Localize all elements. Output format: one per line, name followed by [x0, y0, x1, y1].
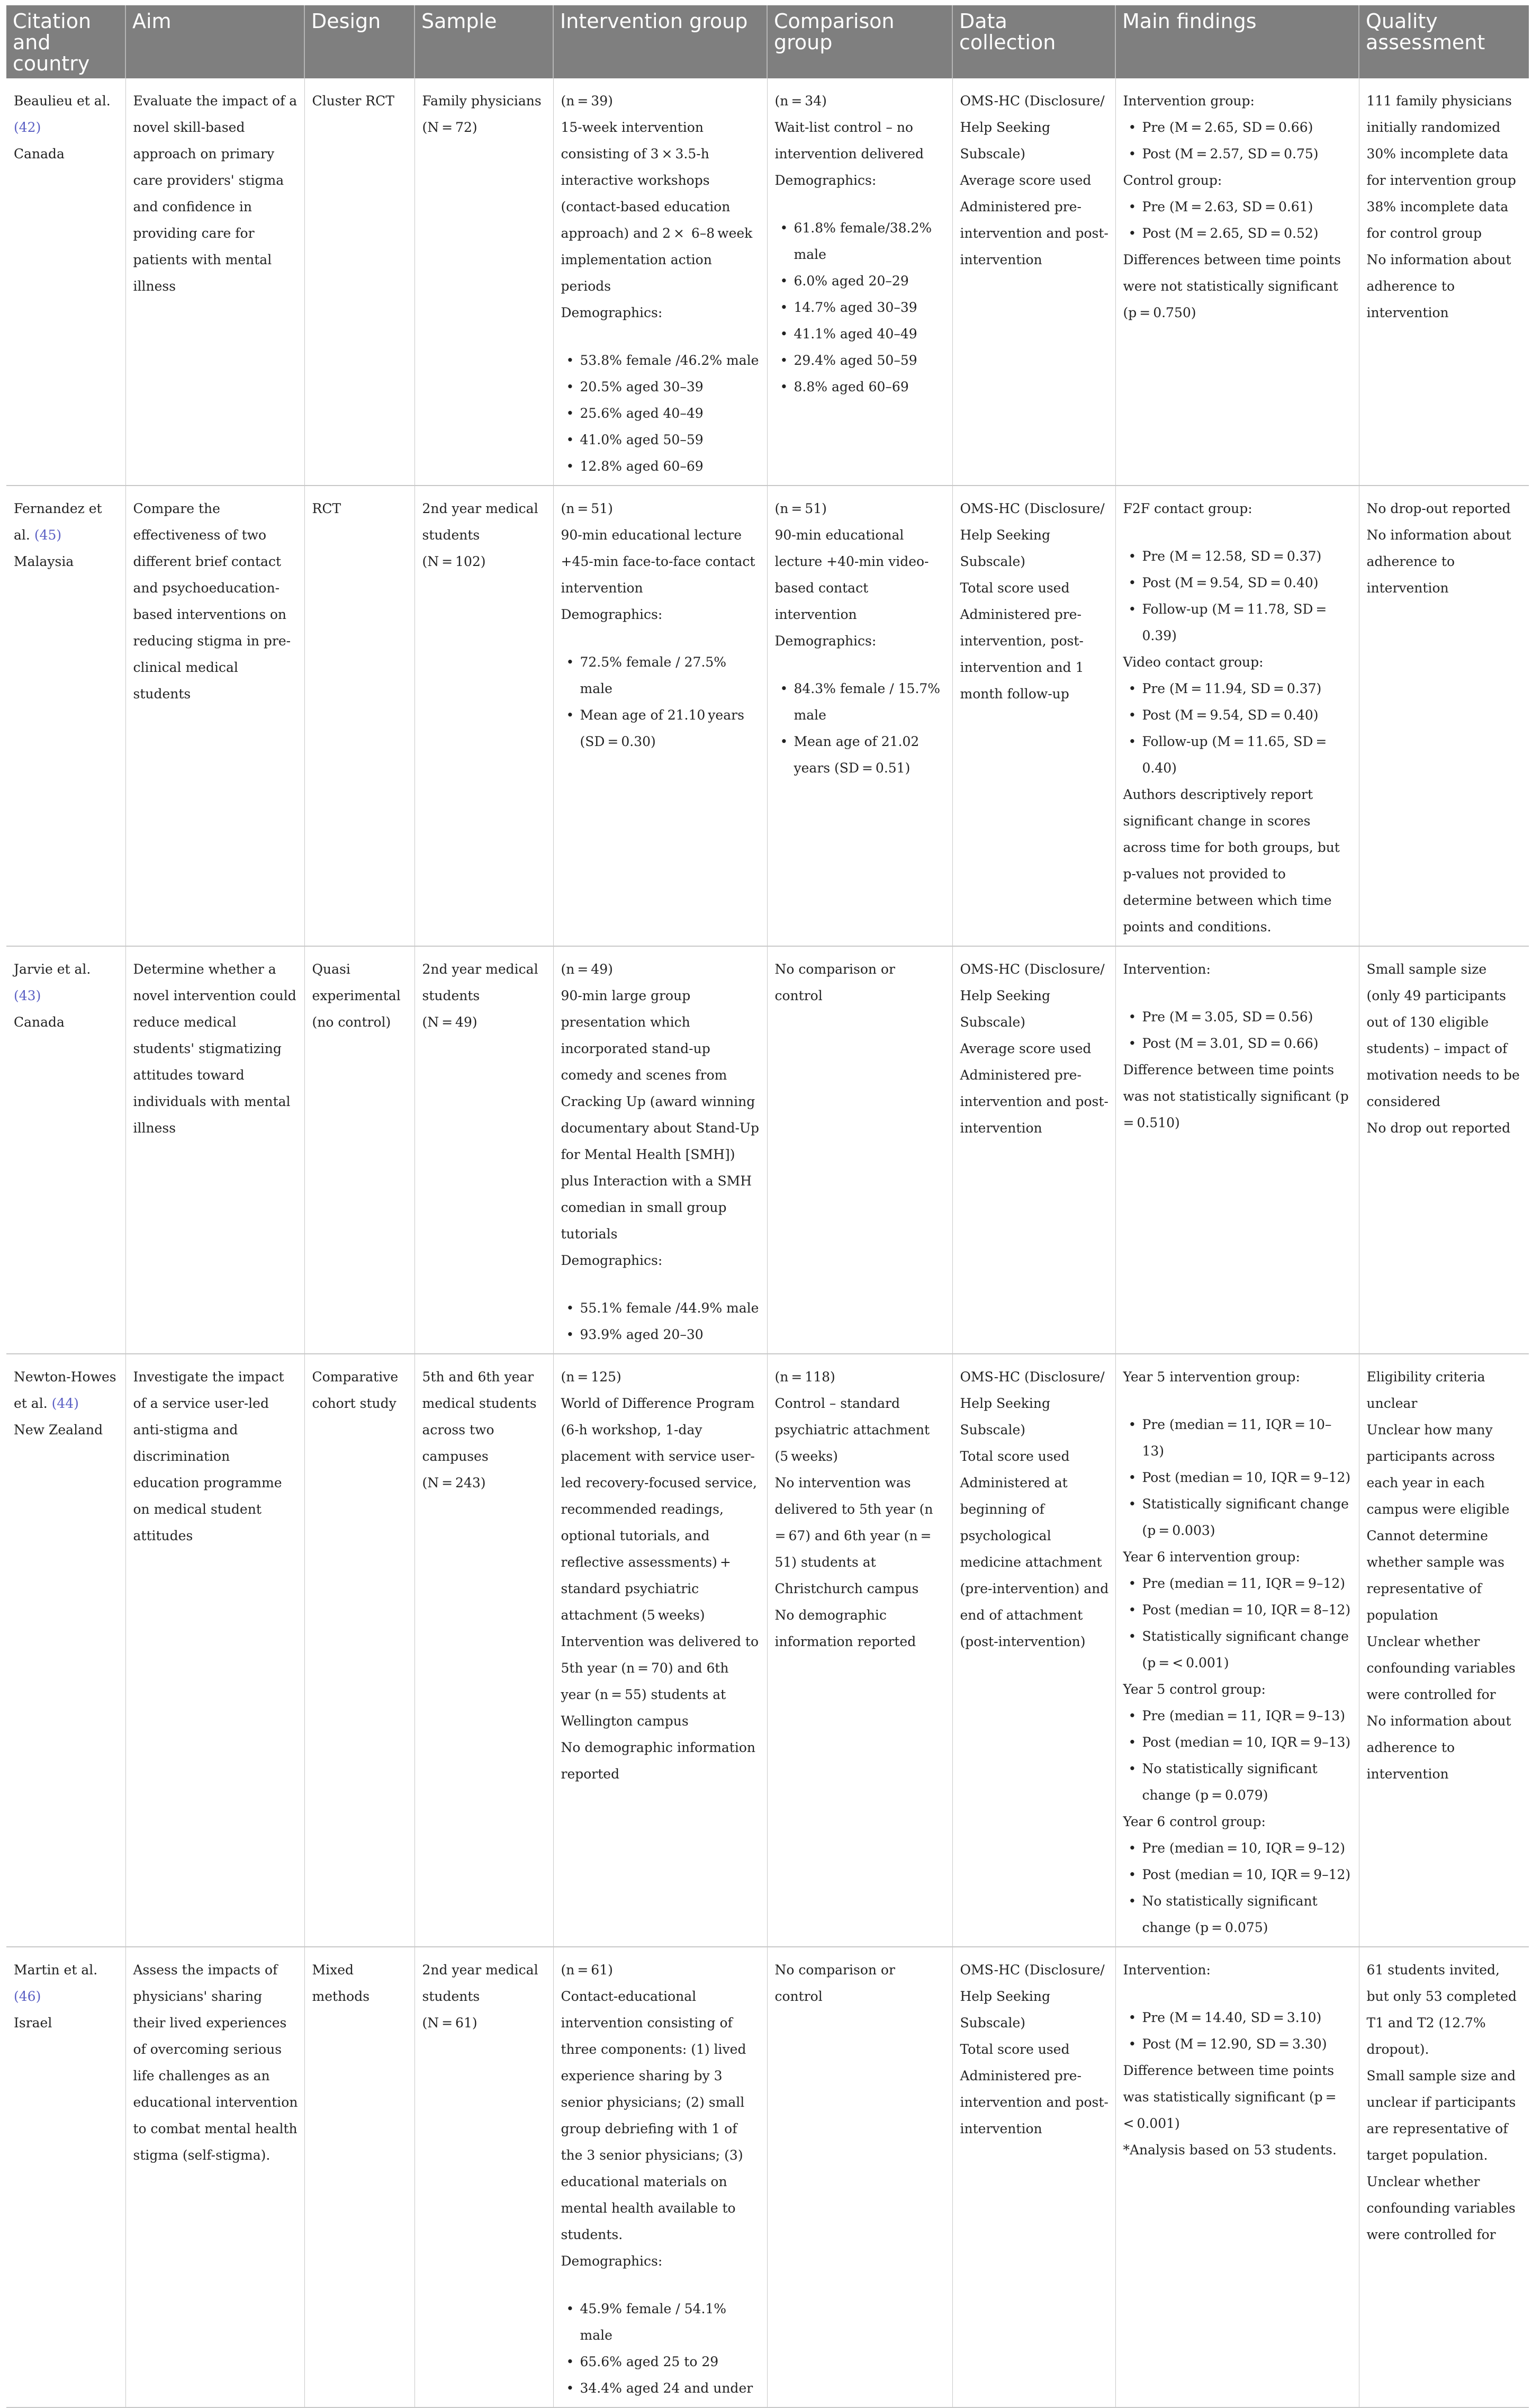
- studies-table: [6, 5, 1529, 2408]
- cell-intervention: [553, 78, 767, 486]
- finding-line: *Analysis based on 53 students.: [1123, 2142, 1337, 2158]
- sample-line: (N = 49): [422, 1014, 477, 1030]
- cell-aim: [125, 1947, 304, 2407]
- cell-aim: [125, 1354, 304, 1947]
- cell-main-findings: [1115, 78, 1359, 486]
- quality-line: Unclear whether confounding variables were controlled for: [1366, 2174, 1516, 2242]
- finding-line: Year 6 intervention group:: [1123, 1549, 1300, 1565]
- citation-country: New Zealand: [14, 1422, 103, 1437]
- quality-line: Unclear how many participants across each year in each campus were eligible: [1366, 1422, 1510, 1517]
- cell-design: [304, 1947, 414, 2407]
- cell-intervention: [553, 486, 767, 946]
- intervention-bullet: • 12.8% aged 60–69: [561, 453, 761, 480]
- intervention-line: Intervention was delivered to 5th year (n = 70) and 6th year (n = 55) students at Wellington campus: [561, 1634, 759, 1729]
- sample-line: (N = 61): [422, 2015, 477, 2030]
- cell-comparison: [767, 946, 952, 1354]
- intervention-bullet: • 45.9% female / 54.1% male: [561, 2296, 761, 2349]
- citation-author: Martin et al.: [14, 1962, 98, 1978]
- comparison-bullet: • 6.0% aged 20–29: [775, 268, 946, 294]
- intervention-line: (n = 125): [561, 1369, 621, 1385]
- quality-line: 111 family physicians initially randomized: [1366, 93, 1512, 135]
- comparison-line: 90-min educational lecture +40-min video-based contact intervention: [774, 527, 929, 622]
- header-data-collection: Data collection: [952, 5, 1115, 78]
- comparison-line: Demographics:: [774, 633, 877, 649]
- citation-country: Malaysia: [14, 554, 74, 569]
- cell-comparison: [767, 486, 952, 946]
- citation-author: Newton-Howes et al.: [14, 1369, 116, 1411]
- finding-bullet: • Post (median = 10, IQR = 9–13): [1123, 1729, 1353, 1756]
- cell-citation: [6, 486, 125, 946]
- table-row: [6, 486, 1529, 946]
- sample-line: (N = 102): [422, 554, 486, 569]
- sample-line: 2nd year medical students: [422, 962, 538, 1003]
- cell-quality: [1359, 486, 1529, 946]
- finding-line: Intervention:: [1123, 962, 1211, 977]
- table-body: [6, 78, 1529, 2407]
- finding-bullet: • Pre (M = 14.40, SD = 3.10): [1123, 2005, 1353, 2031]
- cell-design: [304, 946, 414, 1354]
- cell-design: [304, 78, 414, 486]
- data-collection-line: Administered pre-intervention, post-intervention and 1 month follow-up: [960, 607, 1087, 702]
- finding-line: Video contact group:: [1123, 654, 1264, 670]
- comparison-bullet: • 29.4% aged 50–59: [775, 347, 946, 374]
- intervention-line: No demographic information reported: [561, 1740, 755, 1782]
- citation-author: Jarvie et al.: [14, 962, 91, 977]
- finding-bullet: • Pre (M = 2.63, SD = 0.61): [1123, 194, 1353, 220]
- finding-line: Intervention:: [1123, 1962, 1211, 1978]
- sample-line: 5th and 6th year medical students across two campuses: [422, 1369, 537, 1464]
- finding-line: Year 5 control group:: [1123, 1682, 1266, 1697]
- aim-text: Determine whether a novel intervention could reduce medical students' stigmatizing attitudes toward individuals with mental illness: [133, 962, 296, 1136]
- data-collection-line: Administered pre-intervention and post-intervention: [960, 2068, 1109, 2136]
- citation-author: Beaulieu et al.: [14, 93, 111, 109]
- finding-line: Year 5 intervention group:: [1123, 1369, 1300, 1385]
- design-text: RCT: [312, 501, 341, 516]
- intervention-bullet: • 25.6% aged 40–49: [561, 400, 761, 427]
- data-collection-line: OMS-HC (Disclosure/ Help Seeking Subscale): [960, 1369, 1105, 1437]
- header-design: Design: [304, 5, 414, 78]
- cell-comparison: [767, 1947, 952, 2407]
- cell-citation: [6, 1947, 125, 2407]
- quality-line: Unclear whether confounding variables were controlled for: [1366, 1634, 1516, 1702]
- spacer: [561, 326, 761, 347]
- quality-line: No information about adherence to intervention: [1366, 527, 1511, 596]
- finding-bullet: • Post (M = 9.54, SD = 0.40): [1123, 702, 1353, 729]
- quality-line: 61 students invited, but only 53 completed T1 and T2 (12.7% dropout).: [1366, 1962, 1517, 2057]
- cell-sample: [414, 486, 553, 946]
- intervention-line: Demographics:: [561, 1253, 663, 1268]
- finding-bullet: • Pre (median = 10, IQR = 9–12): [1123, 1835, 1353, 1862]
- citation-country: Canada: [14, 146, 65, 161]
- sample-line: Family physicians: [422, 93, 542, 109]
- comparison-line: No comparison or control: [774, 1962, 895, 2004]
- cell-data-collection: [952, 486, 1115, 946]
- finding-bullet: • Post (M = 2.57, SD = 0.75): [1123, 141, 1353, 167]
- data-collection-line: OMS-HC (Disclosure/ Help Seeking Subscale): [960, 501, 1105, 569]
- finding-bullet: • Pre (median = 11, IQR = 10–13): [1123, 1412, 1353, 1464]
- intervention-bullet: • 34.4% aged 24 and under: [561, 2375, 761, 2402]
- intervention-line: 90-min educational lecture +45-min face-to-face contact intervention: [561, 527, 755, 596]
- spacer: [561, 1274, 761, 1295]
- intervention-line: Demographics:: [561, 305, 663, 320]
- citation-reference-link[interactable]: (44): [51, 1396, 79, 1411]
- data-collection-line: Administered pre-intervention and post-intervention: [960, 199, 1109, 267]
- header-aim: Aim: [125, 5, 304, 78]
- cell-sample: [414, 78, 553, 486]
- finding-bullet: • Pre (M = 3.05, SD = 0.56): [1123, 1004, 1353, 1030]
- cell-sample: [414, 1354, 553, 1947]
- quality-line: No information about adherence to intervention: [1366, 1713, 1511, 1782]
- intervention-bullet: • 53.8% female /46.2% male: [561, 347, 761, 374]
- finding-bullet: • Pre (M = 11.94, SD = 0.37): [1123, 676, 1353, 702]
- spacer: [561, 2275, 761, 2296]
- comparison-bullet: • 84.3% female / 15.7% male: [775, 676, 946, 729]
- finding-bullet: • Post (median = 10, IQR = 9–12): [1123, 1464, 1353, 1491]
- intervention-line: 15-week intervention consisting of 3 × 3.5-h interactive workshops (contact-based education approach) and 2 × 6–8 week implementation action periods: [561, 120, 753, 294]
- intervention-bullet: • 65.6% aged 25 to 29: [561, 2349, 761, 2375]
- intervention-bullet: • 93.9% aged 20–30: [561, 1322, 761, 1348]
- intervention-bullet: • 55.1% female /44.9% male: [561, 1295, 761, 1322]
- intervention-line: Demographics:: [561, 607, 663, 622]
- spacer: [1123, 522, 1353, 543]
- finding-bullet: • Post (M = 3.01, SD = 0.66): [1123, 1030, 1353, 1057]
- intervention-line: (n = 49): [561, 962, 613, 977]
- finding-bullet: • Post (median = 10, IQR = 9–12): [1123, 1862, 1353, 1888]
- table-row: [6, 946, 1529, 1354]
- header-sample: Sample: [414, 5, 553, 78]
- intervention-bullet: • 41.0% aged 50–59: [561, 427, 761, 453]
- quality-line: Eligibility criteria unclear: [1366, 1369, 1485, 1411]
- spacer: [1123, 1390, 1353, 1412]
- quality-line: 38% incomplete data for control group: [1366, 199, 1509, 241]
- sample-line: 2nd year medical students: [422, 501, 538, 543]
- cell-aim: [125, 486, 304, 946]
- data-collection-line: Administered pre-intervention and post-intervention: [960, 1067, 1109, 1136]
- cell-main-findings: [1115, 1354, 1359, 1947]
- aim-text: Investigate the impact of a service user-led anti-stigma and discrimination education programme on medical student attitudes: [133, 1369, 284, 1543]
- intervention-line: (n = 51): [561, 501, 613, 516]
- finding-line: F2F contact group:: [1123, 501, 1252, 516]
- finding-bullet: • Post (M = 9.54, SD = 0.40): [1123, 570, 1353, 596]
- quality-line: No drop-out reported: [1366, 501, 1511, 516]
- finding-line: Difference between time points was statistically significant (p = < 0.001): [1123, 2063, 1339, 2131]
- finding-line: Year 6 control group:: [1123, 1814, 1266, 1829]
- table-row: [6, 1354, 1529, 1947]
- header-citation: Citation and country: [6, 5, 125, 78]
- finding-line: Authors descriptively report significant change in scores across time for both groups, but p-values not provided to determine between which time points and conditions.: [1123, 787, 1340, 935]
- comparison-line: (n = 118): [774, 1369, 835, 1385]
- design-text: Comparative cohort study: [312, 1369, 399, 1411]
- finding-line: Difference between time points was not statistically significant (p = 0.510): [1123, 1062, 1351, 1130]
- comparison-line: No demographic information reported: [774, 1607, 916, 1649]
- citation-country: Canada: [14, 1014, 65, 1030]
- finding-bullet: • Post (M = 12.90, SD = 3.30): [1123, 2031, 1353, 2057]
- header-main-findings: Main findings: [1115, 5, 1359, 78]
- cell-citation: [6, 1354, 125, 1947]
- finding-bullet: • Pre (median = 11, IQR = 9–12): [1123, 1570, 1353, 1597]
- citation-reference-link[interactable]: (46): [14, 1989, 41, 2004]
- comparison-bullet: • 61.8% female/38.2% male: [775, 215, 946, 268]
- finding-bullet: • Follow-up (M = 11.78, SD = 0.39): [1123, 596, 1353, 649]
- finding-bullet: • Pre (M = 12.58, SD = 0.37): [1123, 543, 1353, 570]
- finding-bullet: • Statistically significant change (p = 0.003): [1123, 1491, 1353, 1544]
- cell-citation: [6, 78, 125, 486]
- finding-bullet: • Post (median = 10, IQR = 8–12): [1123, 1597, 1353, 1623]
- finding-line: Control group:: [1123, 173, 1222, 188]
- cell-sample: [414, 1947, 553, 2407]
- finding-bullet: • No statistically significant change (p = 0.075): [1123, 1888, 1353, 1941]
- aim-text: Evaluate the impact of a novel skill-based approach on primary care providers' stigma and confidence in providing care for patients with mental illness: [133, 93, 298, 294]
- data-collection-line: OMS-HC (Disclosure/ Help Seeking Subscale): [960, 1962, 1105, 2030]
- comparison-line: No intervention was delivered to 5th year (n = 67) and 6th year (n = 51) students at Christchurch campus: [774, 1475, 936, 1596]
- finding-line: Differences between time points were not statistically significant (p = 0.750): [1123, 252, 1341, 320]
- cell-sample: [414, 946, 553, 1354]
- comparison-bullet: • Mean age of 21.02 years (SD = 0.51): [775, 729, 946, 781]
- cell-intervention: [553, 946, 767, 1354]
- data-collection-line: Total score used: [960, 2042, 1070, 2057]
- quality-line: Small sample size and unclear if participants are representative of target population.: [1366, 2068, 1516, 2163]
- quality-line: Cannot determine whether sample was representative of population: [1366, 1528, 1504, 1623]
- cell-data-collection: [952, 1354, 1115, 1947]
- intervention-line: (n = 61): [561, 1962, 613, 1978]
- finding-bullet: • Pre (M = 2.65, SD = 0.66): [1123, 114, 1353, 141]
- table-row: [6, 78, 1529, 486]
- design-text: Cluster RCT: [312, 93, 394, 109]
- quality-line: No information about adherence to intervention: [1366, 252, 1511, 320]
- header-comparison: Comparison group: [767, 5, 952, 78]
- sample-line: 2nd year medical students: [422, 1962, 538, 2004]
- cell-design: [304, 1354, 414, 1947]
- data-collection-line: Average score used: [960, 1041, 1092, 1056]
- spacer: [775, 194, 946, 215]
- finding-bullet: • Pre (median = 11, IQR = 9–13): [1123, 1703, 1353, 1729]
- quality-line: 30% incomplete data for intervention group: [1366, 146, 1516, 188]
- comparison-line: Control – standard psychiatric attachment (5 weeks): [774, 1396, 930, 1464]
- intervention-line: 90-min large group presentation which incorporated stand-up comedy and scenes from Cracking Up (award winning documentary about Stand-Up for Mental Health [SMH]) plus Interaction with a SMH comedian in small group tutorials: [561, 988, 759, 1242]
- table-row: [6, 1947, 1529, 2407]
- comparison-bullet: • 8.8% aged 60–69: [775, 374, 946, 400]
- intervention-line: (n = 39): [561, 93, 613, 109]
- cell-comparison: [767, 78, 952, 486]
- cell-data-collection: [952, 78, 1115, 486]
- comparison-bullet: • 41.1% aged 40–49: [775, 321, 946, 347]
- aim-text: Assess the impacts of physicians' sharing their lived experiences of overcoming serious life challenges as an educational intervention to combat mental health stigma (self-stigma).: [133, 1962, 298, 2163]
- citation-author: Fernandez et al.: [14, 501, 102, 543]
- citation-reference-link[interactable]: (42): [14, 120, 41, 135]
- cell-comparison: [767, 1354, 952, 1947]
- cell-aim: [125, 78, 304, 486]
- citation-reference-link[interactable]: (45): [34, 527, 62, 543]
- cell-quality: [1359, 946, 1529, 1354]
- comparison-bullet: • 14.7% aged 30–39: [775, 294, 946, 321]
- intervention-bullet: • 20.5% aged 30–39: [561, 374, 761, 400]
- data-collection-line: OMS-HC (Disclosure/ Help Seeking Subscale): [960, 962, 1105, 1030]
- cell-data-collection: [952, 946, 1115, 1354]
- cell-main-findings: [1115, 1947, 1359, 2407]
- sample-line: (N = 72): [422, 120, 477, 135]
- citation-reference-link[interactable]: (43): [14, 988, 41, 1003]
- cell-quality: [1359, 1947, 1529, 2407]
- design-text: Mixed methods: [312, 1962, 370, 2004]
- finding-bullet: • Follow-up (M = 11.65, SD = 0.40): [1123, 729, 1353, 781]
- data-collection-line: Average score used: [960, 173, 1092, 188]
- intervention-line: Contact-educational intervention consisting of three components: (1) lived experience sharing by 3 senior physicians; (2) small group debriefing with 1 of the 3 senior physicians; (3) educational materials on mental health available to students.: [561, 1989, 746, 2242]
- finding-line: Intervention group:: [1123, 93, 1255, 109]
- intervention-line: Demographics:: [561, 2253, 663, 2269]
- cell-data-collection: [952, 1947, 1115, 2407]
- cell-intervention: [553, 1354, 767, 1947]
- cell-citation: [6, 946, 125, 1354]
- spacer: [1123, 1983, 1353, 2005]
- aim-text: Compare the effectiveness of two different brief contact and psychoeducation-based interventions on reducing stigma in pre-clinical medical students: [133, 501, 291, 702]
- comparison-line: Wait-list control – no intervention delivered: [774, 120, 924, 161]
- data-collection-line: Total score used: [960, 1449, 1070, 1464]
- cell-intervention: [553, 1947, 767, 2407]
- cell-design: [304, 486, 414, 946]
- comparison-line: (n = 34): [774, 93, 827, 109]
- table-header: [6, 5, 1529, 78]
- intervention-line: World of Difference Program (6-h workshop, 1-day placement with service user-led recovery-focused service, recommended readings, optional tutorials, and reflective assessments) + standard psychiatric attachment (5 weeks): [561, 1396, 757, 1623]
- quality-line: No drop out reported: [1366, 1120, 1511, 1136]
- data-collection-line: OMS-HC (Disclosure/ Help Seeking Subscale): [960, 93, 1105, 161]
- header-quality: Quality assessment: [1359, 5, 1529, 78]
- data-collection-line: Total score used: [960, 580, 1070, 596]
- cell-quality: [1359, 1354, 1529, 1947]
- finding-bullet: • No statistically significant change (p = 0.079): [1123, 1756, 1353, 1809]
- comparison-line: No comparison or control: [774, 962, 895, 1003]
- cell-quality: [1359, 78, 1529, 486]
- comparison-line: Demographics:: [774, 173, 877, 188]
- intervention-bullet: • Mean age of 21.10 years (SD = 0.30): [561, 702, 761, 755]
- data-collection-line: Administered at beginning of psychological medicine attachment (pre-intervention) and end of attachment (post-intervention): [960, 1475, 1109, 1649]
- sample-line: (N = 243): [422, 1475, 486, 1490]
- finding-bullet: • Statistically significant change (p = < 0.001): [1123, 1623, 1353, 1676]
- quality-line: Small sample size (only 49 participants out of 130 eligible students) – impact of motivation needs to be considered: [1366, 962, 1520, 1109]
- cell-main-findings: [1115, 946, 1359, 1354]
- cell-main-findings: [1115, 486, 1359, 946]
- comparison-line: (n = 51): [774, 501, 827, 516]
- citation-country: Israel: [14, 2015, 52, 2030]
- cell-aim: [125, 946, 304, 1354]
- finding-bullet: • Post (M = 2.65, SD = 0.52): [1123, 220, 1353, 247]
- header-intervention: Intervention group: [553, 5, 767, 78]
- design-text: Quasi experimental (no control): [312, 962, 401, 1030]
- spacer: [561, 628, 761, 649]
- intervention-bullet: • 72.5% female / 27.5% male: [561, 649, 761, 702]
- spacer: [1123, 983, 1353, 1004]
- spacer: [775, 654, 946, 676]
